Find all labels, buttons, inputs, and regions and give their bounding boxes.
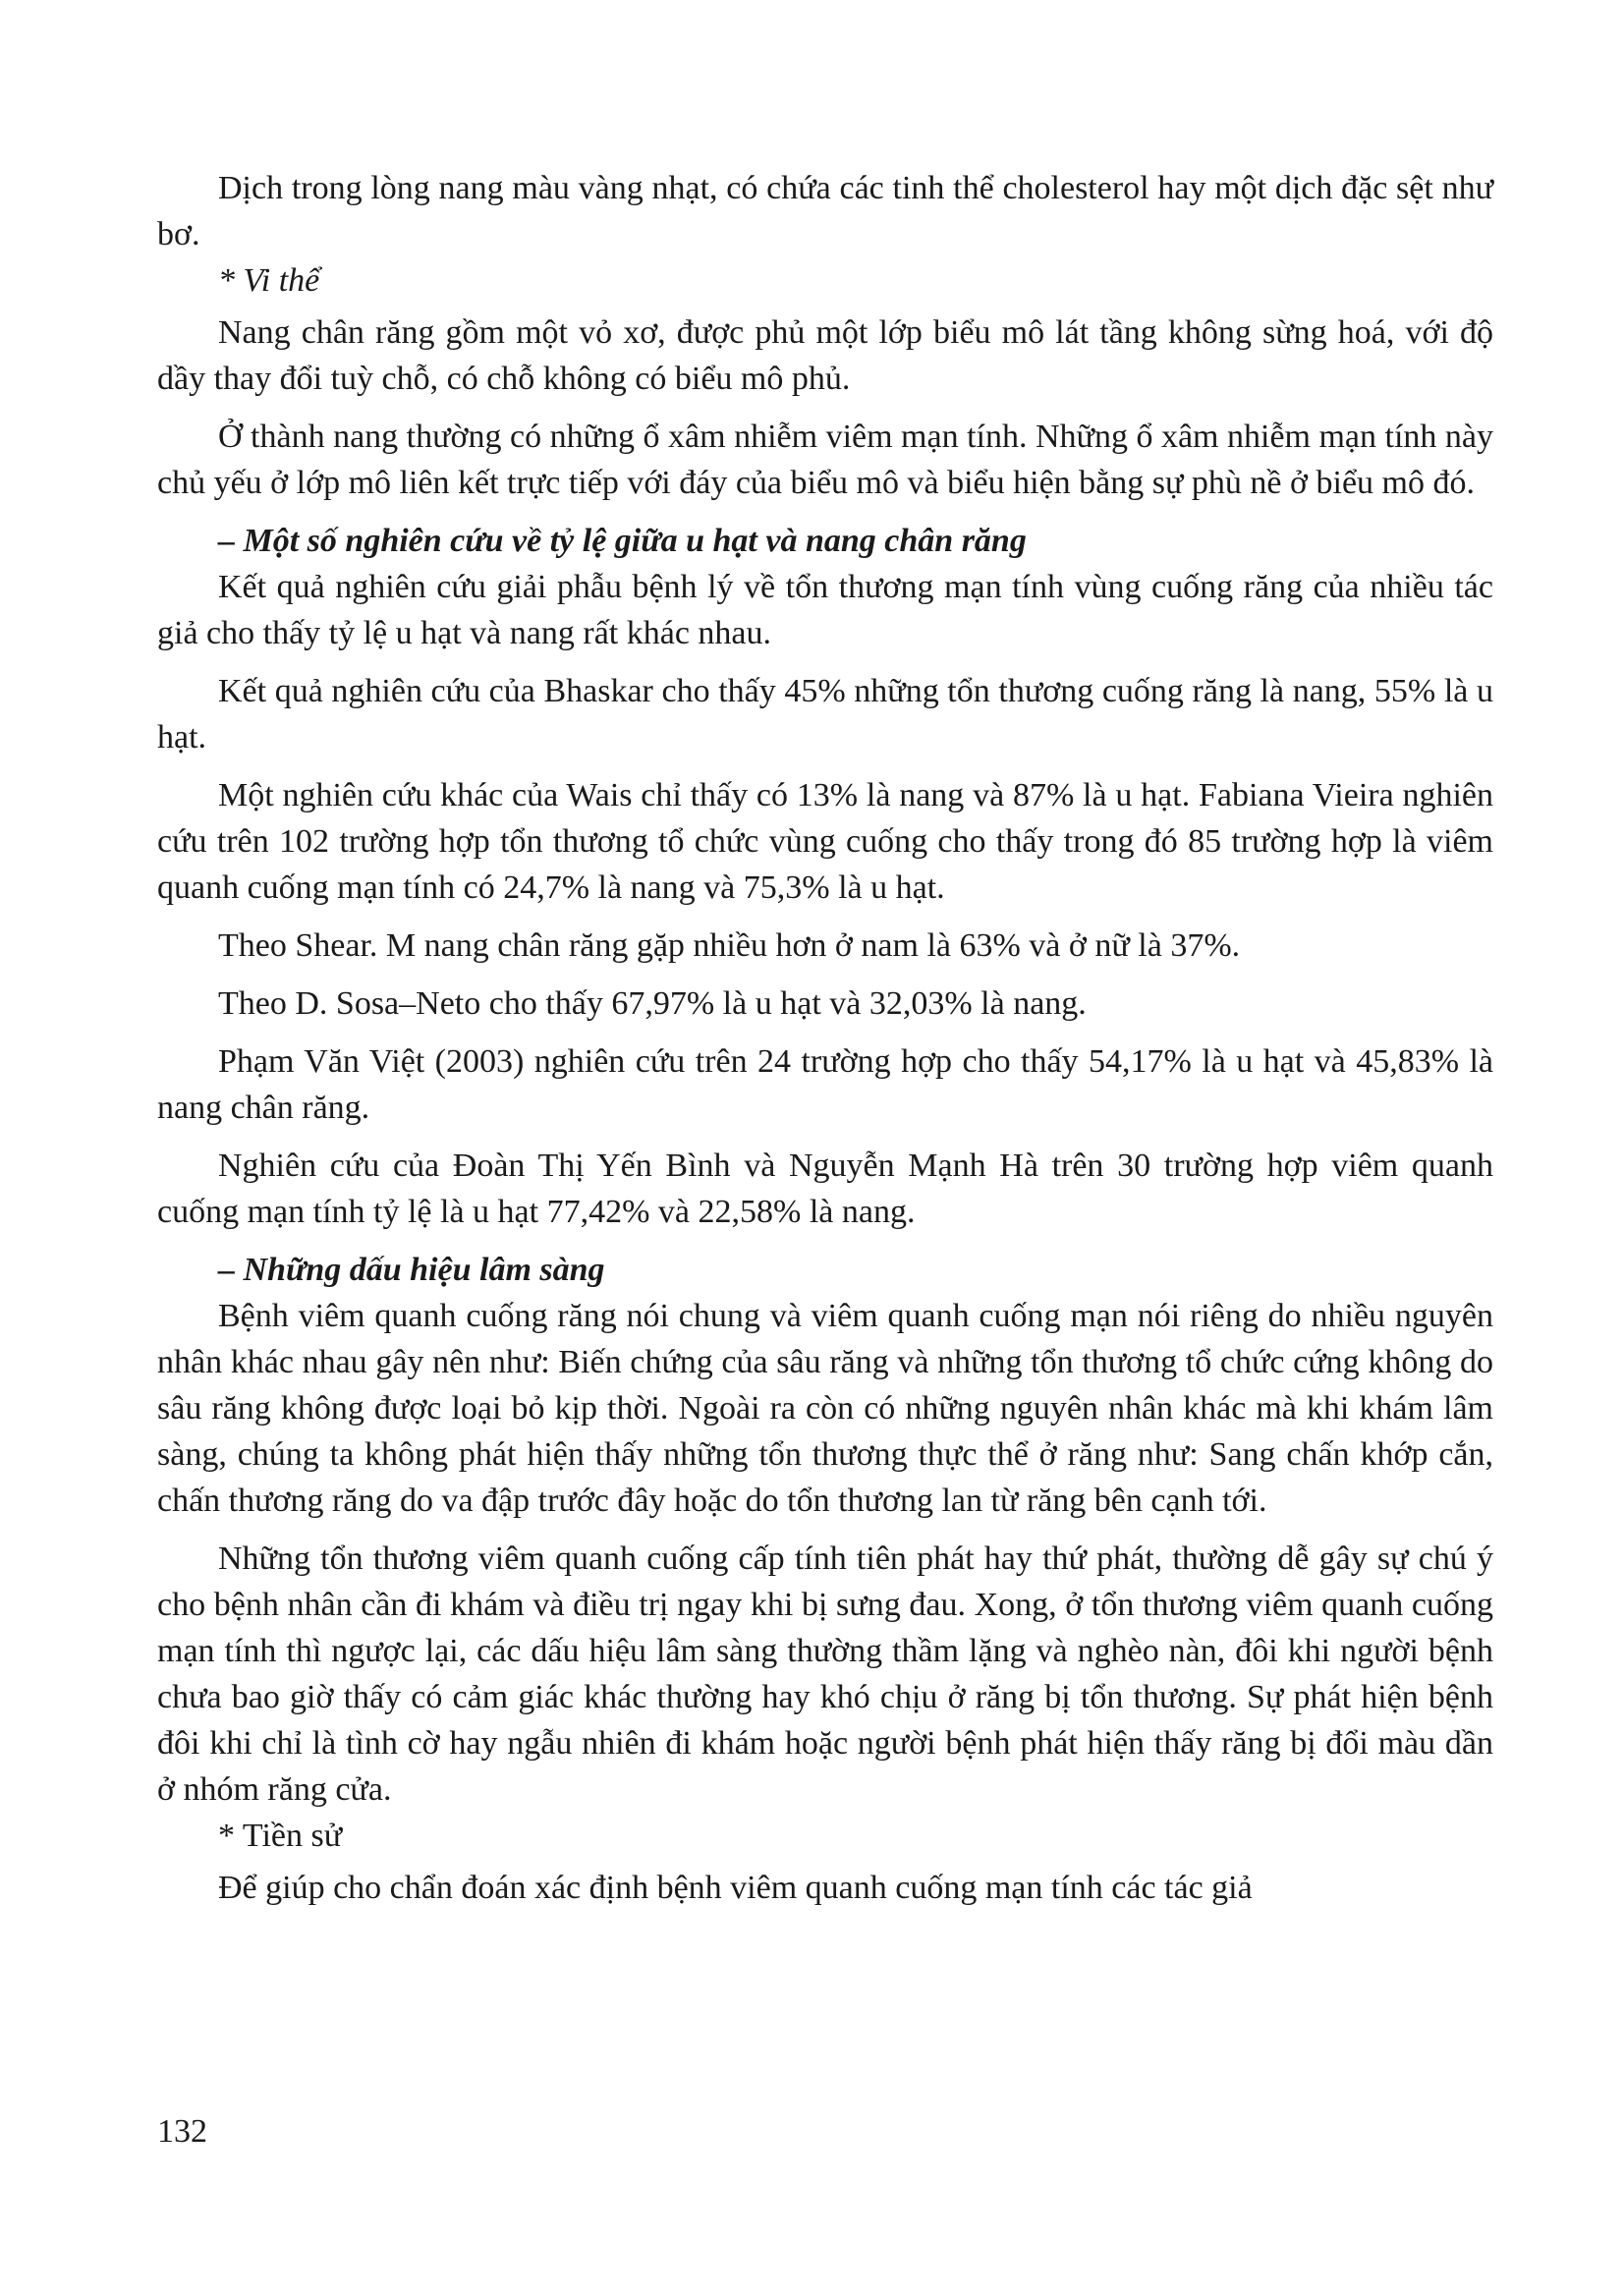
paragraph-cyst-wall: Ở thành nang thường có những ổ xâm nhiễm viêm mạn tính. Những ổ xâm nhiễm mạn tính này chủ yếu ở lớp mô liên kết trực tiếp với đáy của biểu mô và biểu hiện bằng sự phù nề ở biểu mô đó. — [157, 419, 1494, 501]
subheading-history: * Tiền sử — [218, 1818, 343, 1854]
paragraph-bhaskar: Kết quả nghiên cứu của Bhaskar cho thấy 45% những tổn thương cuống răng là nang, 55% là u hạt. — [157, 673, 1493, 756]
paragraph-cyst-fluid: Dịch trong lòng nang màu vàng nhạt, có chứa các tinh thể cholesterol hay một dịch đặc sệt như bơ. — [157, 170, 1493, 252]
heading-research-ratio: – Một số nghiên cứu về tỷ lệ giữa u hạt và nang chân răng — [218, 523, 1027, 559]
paragraph-cyst-structure: Nang chân răng gồm một vỏ xơ, được phủ một lớp biểu mô lát tầng không sừng hoá, với độ dầy thay đổi tuỳ chỗ, có chỗ không có biểu mô phủ. — [157, 314, 1493, 397]
page-body — [157, 165, 1493, 1911]
paragraph-doan-thi-yen-binh: Nghiên cứu của Đoàn Thị Yến Bình và Nguyễn Mạnh Hà trên 30 trường hợp viêm quanh cuống mạn tính tỷ lệ là u hạt 77,42% và 22,58% là nang. — [157, 1148, 1493, 1230]
heading-clinical-signs: – Những dấu hiệu lâm sàng — [218, 1252, 605, 1288]
paragraph-shear: Theo Shear. M nang chân răng gặp nhiều hơn ở nam là 63% và ở nữ là 37%. — [218, 927, 1241, 964]
paragraph-causes: Bệnh viêm quanh cuống răng nói chung và viêm quanh cuống mạn nói riêng do nhiều nguyên nhân khác nhau gây nên như: Biến chứng của sâu răng và những tổn thương tổ chức cứng không do sâu răng không được loại bỏ kịp thời. Ngoài ra còn có những nguyên nhân khác mà khi khám lâm sàng, chúng ta không phát hiện thấy những tổn thương thực thể ở răng như: Sang chấn khớp cắn, chấn thương răng do va đập trước đây hoặc do tổn thương lan từ răng bên cạnh tới. — [157, 1298, 1493, 1519]
paragraph-symptoms: Những tổn thương viêm quanh cuống cấp tính tiên phát hay thứ phát, thường dễ gây sự chú ý cho bệnh nhân cần đi khám và điều trị ngay khi bị sưng đau. Xong, ở tổn thương viêm quanh cuống mạn tính thì ngược lại, các dấu hiệu lâm sàng thường thầm lặng và nghèo nàn, đôi khi người bệnh chưa bao giờ thấy có cảm giác khác thường hay khó chịu ở răng bị tổn thương. Sự phát hiện bệnh đôi khi chỉ là tình cờ hay ngẫu nhiên đi khám hoặc người bệnh phát hiện thấy răng bị đổi màu dần ở nhóm răng cửa. — [157, 1540, 1493, 1808]
paragraph-wais: Một nghiên cứu khác của Wais chỉ thấy có 13% là nang và 87% là u hạt. Fabiana Vieira nghiên cứu trên 102 trường hợp tổn thương tổ chức vùng cuống cho thấy trong đó 85 trường hợp là viêm quanh cuống mạn tính có 24,7% là nang và 75,3% là u hạt. — [157, 777, 1493, 906]
paragraph-sosa-neto: Theo D. Sosa–Neto cho thấy 67,97% là u hạt và 32,03% là nang. — [218, 985, 1087, 1022]
paragraph-research-intro: Kết quả nghiên cứu giải phẫu bệnh lý về tổn thương mạn tính vùng cuống răng của nhiều tác giả cho thấy tỷ lệ u hạt và nang rất khác nhau. — [157, 569, 1493, 651]
page-number: 132 — [157, 2113, 207, 2150]
paragraph-diagnosis: Để giúp cho chẩn đoán xác định bệnh viêm quanh cuống mạn tính các tác giả — [218, 1870, 1253, 1906]
paragraph-pham-van-viet: Phạm Văn Việt (2003) nghiên cứu trên 24 trường hợp cho thấy 54,17% là u hạt và 45,83% là nang chân răng. — [157, 1043, 1493, 1126]
subheading-microscopy: * Vi thể — [218, 262, 320, 299]
